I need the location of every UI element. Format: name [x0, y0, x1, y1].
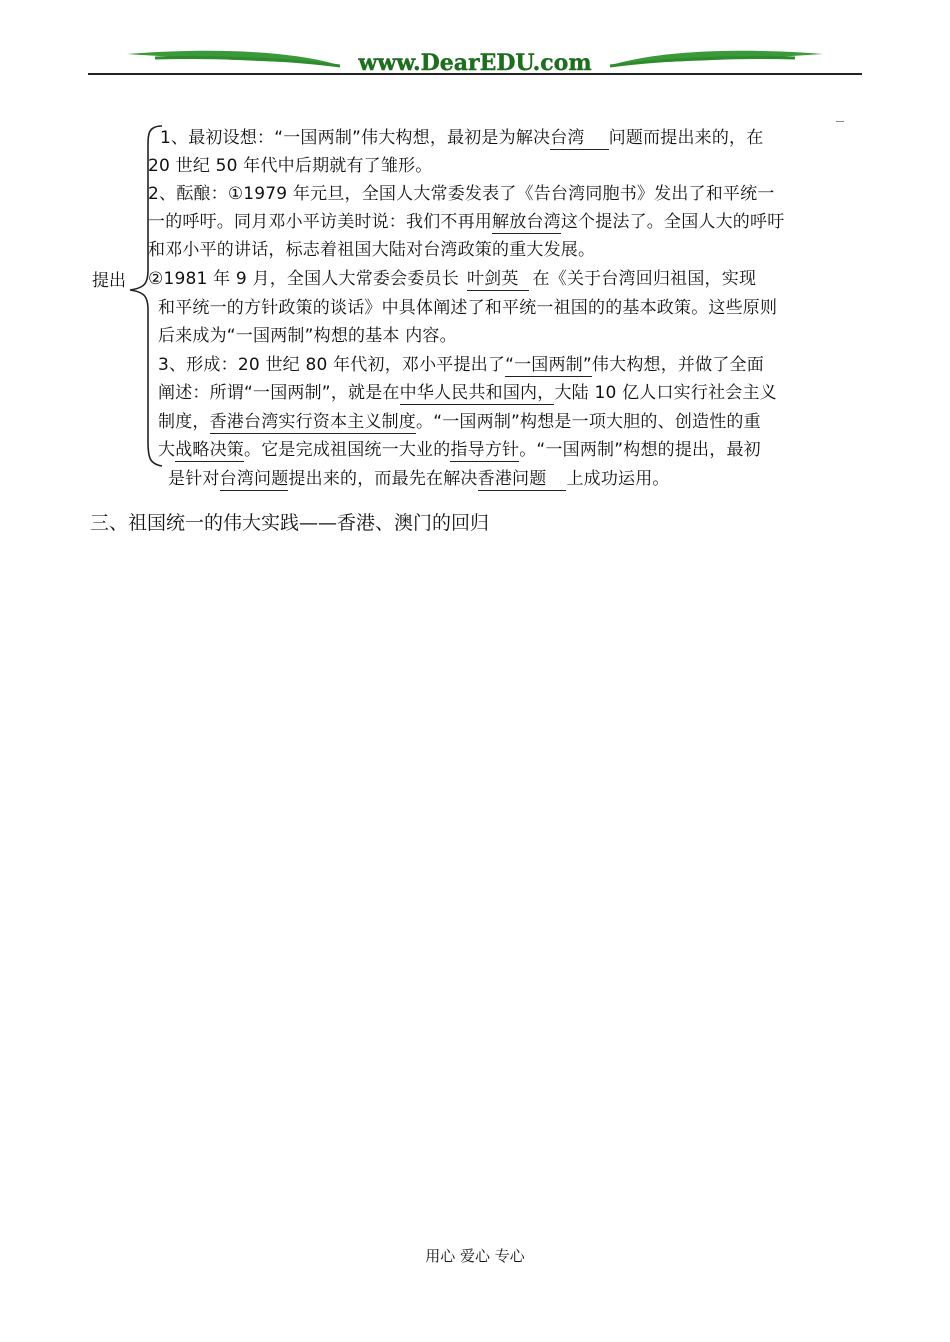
fill-blank: 中华人民共和国内， — [399, 383, 555, 403]
note-line-8: 后来成为“一国两制”构想的基本 内容。 — [158, 326, 457, 346]
fill-blank: 叶剑英 — [467, 269, 529, 291]
note-line-3: 2、酝酿：①1979 年元旦，全国人大常委发表了《告台湾同胞书》发出了和平统一 — [148, 184, 775, 204]
note-line-9: 3、形成：20 世纪 80 年代初，邓小平提出了“一国两制”伟大构想，并做了全面 — [158, 355, 764, 375]
footer-motto: 用心 爱心 专心 — [425, 1247, 525, 1265]
header-divider — [88, 73, 862, 75]
fill-blank: “一国两制” — [505, 355, 592, 375]
fill-blank: 解放台湾 — [492, 212, 561, 232]
note-line-5: 和邓小平的讲话，标志着祖国大陆对台湾政策的重大发展。 — [148, 240, 596, 260]
section-heading: 三、祖国统一的伟大实践——香港、澳门的回归 — [90, 512, 490, 534]
corner-mark — [836, 121, 844, 122]
note-line-13: 是针对台湾问题提出来的，而最先在解决香港问题 上成功运用。 — [168, 469, 670, 489]
note-line-4: 一的呼吁。同月邓小平访美时说：我们不再用解放台湾这个提法了。全国人大的呼吁 — [148, 212, 785, 232]
note-line-6: ②1981 年 9 月，全国人大常委会委员长 叶剑英 在《关于台湾回归祖国，实现 — [148, 269, 757, 289]
note-line-12: 大战略决策。它是完成祖国统一大业的指导方针。“一国两制”构想的提出，最初 — [158, 440, 761, 460]
note-line-11: 制度，香港台湾实行资本主义制度。“一国两制”构想是一项大胆的、创造性的重 — [158, 412, 761, 432]
site-name-logo: www.DearEDU.com — [358, 50, 592, 76]
fill-blank: 战略决策 — [175, 440, 245, 460]
fill-blank: 香港台湾实行资本主义制度 — [209, 412, 417, 432]
note-line-1: 1、最初设想：“一国两制”伟大构想，最初是为解决台湾 问题而提出来的，在 — [160, 128, 764, 148]
fill-blank: 台湾问题 — [219, 469, 289, 489]
note-line-10: 阐述：所谓“一国两制”，就是在中华人民共和国内，大陆 10 亿人口实行社会主义 — [158, 383, 777, 403]
note-line-2: 20 世纪 50 年代中后期就有了雏形。 — [148, 156, 433, 176]
item1-text: 1、最初设想：“一国两制”伟大构想，最初是为解决 — [160, 128, 551, 148]
fill-blank: 台湾 — [550, 128, 608, 150]
note-line-7: 和平统一的方针政策的谈话》中具体阐述了和平统一祖国的的基本政策。这些原则 — [158, 298, 778, 318]
fill-blank: 指导方针 — [450, 440, 520, 460]
brace-label: 提出 — [92, 271, 126, 291]
fill-blank: 香港问题 — [478, 469, 567, 491]
